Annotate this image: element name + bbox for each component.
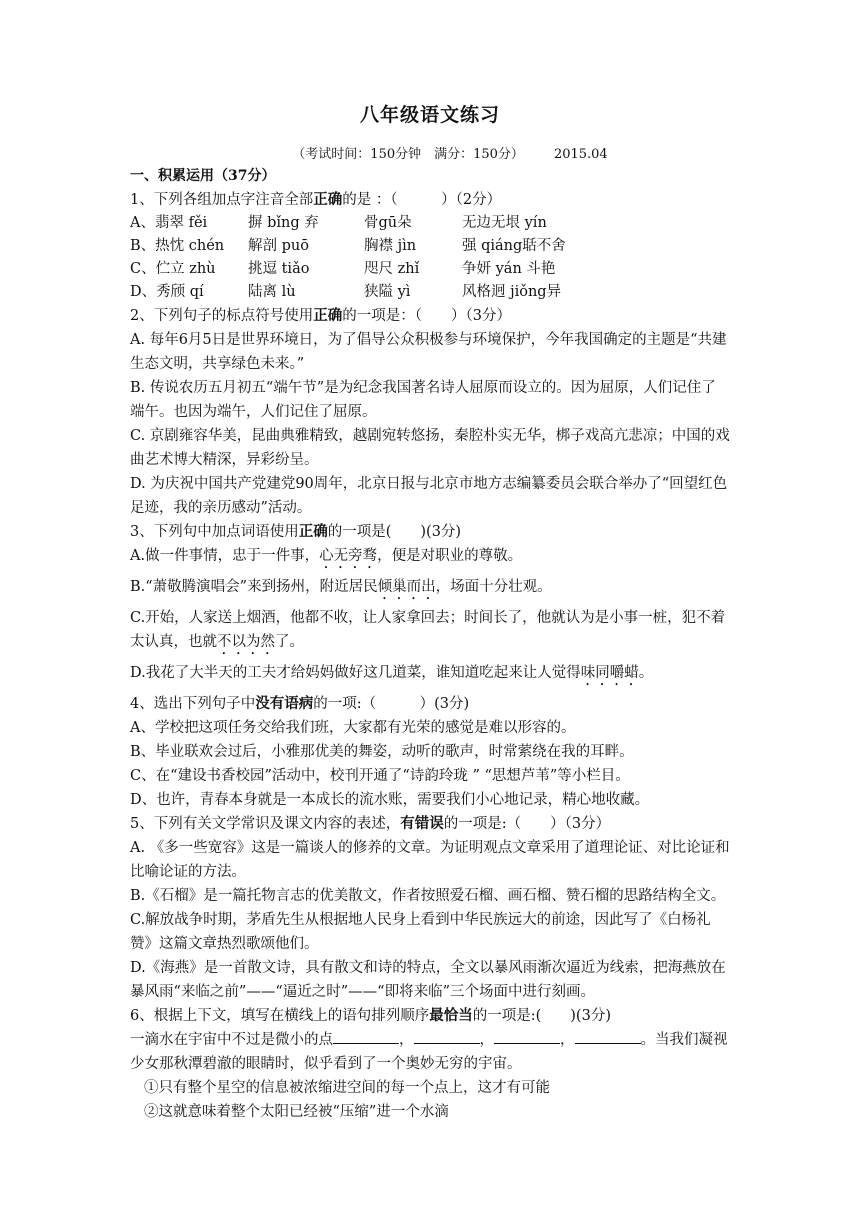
question-4-option-a: A、学校把这项任务交给我们班，大家都有光荣的感觉是难以形容的。 — [130, 720, 576, 736]
question-5-option-b: B.《石榴》是一篇托物言志的优美散文，作者按照爱石榴、画石榴、赞石榴的思路结构全文。 — [130, 888, 726, 904]
question-5-option-a: A. 《多一些宽容》这是一篇谈人的修养的文章。为证明观点文章采用了道理论证、对比论证和比喻论证的方法。 — [130, 840, 730, 880]
question-4-option-d: D、也许，青春本身就是一本成长的流水账，需要我们小心地记录，精心地收藏。 — [130, 792, 650, 808]
question-3-option-a: A.做一件事情，忠于一件事，心无旁骛，便是对职业的尊敬。 — [130, 548, 523, 564]
question-1-options: A、翡翠 fěi 摒 bǐng 弃 骨gū朵 无边无垠 yín B、热忱 chén 解剖 puō 胸襟 jìn 强 qiáng聒不舍 C、伫立 zhù 挑逗 tiǎo 咫尺 zhǐ 争妍 yán 斗艳 D、秀颀 qí 陆离 lù 狭隘 yì 风格迥 jiǒng异 — [130, 215, 566, 300]
exam-page — [130, 100, 730, 1124]
exam-meta — [170, 143, 730, 162]
question-2-option-b: B. 传说农历五月初五“端午节”是为纪念我国著名诗人屈原而设立的。因为屈原，人们记住了端午。也因为端午，人们记住了屈原。 — [130, 380, 716, 420]
question-1-stem: 1、下列各组加点字注音全部正确的是 ：（ ）（2分） — [130, 191, 502, 208]
question-5-stem: 5、下列有关文学常识及课文内容的表述，有错误的一项是:（ ）（3分） — [130, 815, 611, 832]
section-heading: 一、积累运用（37分） — [130, 168, 276, 184]
question-3-option-b: B.“萧敬腾演唱会”来到扬州，附近居民倾巢而出，场面十分壮观。 — [130, 579, 552, 595]
question-2-option-c: C. 京剧雍容华美，昆曲典雅精致，越剧宛转悠扬，秦腔朴实无华，梆子戏高亢悲凉；中国的戏曲艺术博大精深，异彩纷呈。 — [130, 428, 730, 468]
question-4-stem: 4、选出下列句子中没有语病的一项:（ ）(3分) — [130, 695, 470, 712]
question-2-stem: 2、下列句子的标点符号使用正确的一项是：（ ）（3分） — [130, 307, 511, 324]
blank-3[interactable] — [494, 1029, 560, 1044]
question-2-option-d: D. 为庆祝中国共产党建党90周年，北京日报与北京市地方志编纂委员会联合举办了“回望红色足迹，我的亲历感动”活动。 — [130, 476, 728, 516]
question-3-option-c: C.开始，人家送上烟酒，他都不收，让人家拿回去；时间长了，他就认为是小事一桩，犯不着太认真，也就不以为然了。 — [130, 610, 726, 650]
question-5-option-c: C.解放战争时期，茅盾先生从根据地人民身上看到中华民族远大的前途，因此写了《白杨礼赞》这篇文章热烈歌颂他们。 — [130, 912, 711, 952]
blank-2[interactable] — [414, 1029, 480, 1044]
question-5-option-d: D.《海燕》是一首散文诗，具有散文和诗的特点，全文以暴风雨渐次逼近为线索，把海燕放在暴风雨“来临之前”——“逼近之时”——“即将来临”三个场面中进行刻画。 — [130, 960, 726, 1000]
question-4-option-b: B、毕业联欢会过后，小雅那优美的舞姿，动听的歌声，时常萦绕在我的耳畔。 — [130, 744, 634, 760]
question-3-option-d: D.我花了大半天的工夫才给妈妈做好这几道菜，谁知道吃起来让人觉得味同嚼蜡。 — [130, 665, 654, 681]
question-6-item-1: ①只有整个星空的信息被浓缩进空间的每一个点上，这才有可能 — [144, 1080, 550, 1096]
blank-4[interactable] — [575, 1029, 641, 1044]
blank-1[interactable] — [333, 1029, 399, 1044]
question-2-option-a: A. 每年6月5日是世界环境日，为了倡导公众积极参与环境保护，今年我国确定的主题是“共建生态文明，共享绿色未来。” — [130, 332, 727, 372]
question-6-item-2: ②这就意味着整个太阳已经被“压缩”进一个水滴 — [144, 1104, 449, 1120]
question-4-option-c: C、在“建设书香校园”活动中，校刊开通了“诗韵玲珑 ” “思想芦苇”等小栏目。 — [130, 768, 630, 784]
exam-info: （考试时间：150分钟 满分：150分） — [292, 147, 524, 162]
exam-date: 2015.04 — [553, 147, 608, 162]
question-6-passage: 一滴水在宇宙中不过是微小的点 ， ， ， 。当我们凝视少女那秋潭碧澈的眼睛时，似乎看到了一个奥妙无穷的宇宙。 — [130, 1028, 730, 1076]
page-title: 八年级语文练习 — [359, 104, 500, 126]
question-3-stem: 3、下列句中加点词语使用正确的一项是( )(3分) — [130, 523, 462, 540]
question-6-stem: 6、根据上下文，填写在横线上的语句排列顺序最恰当的一项是:( )(3分) — [130, 1007, 611, 1024]
